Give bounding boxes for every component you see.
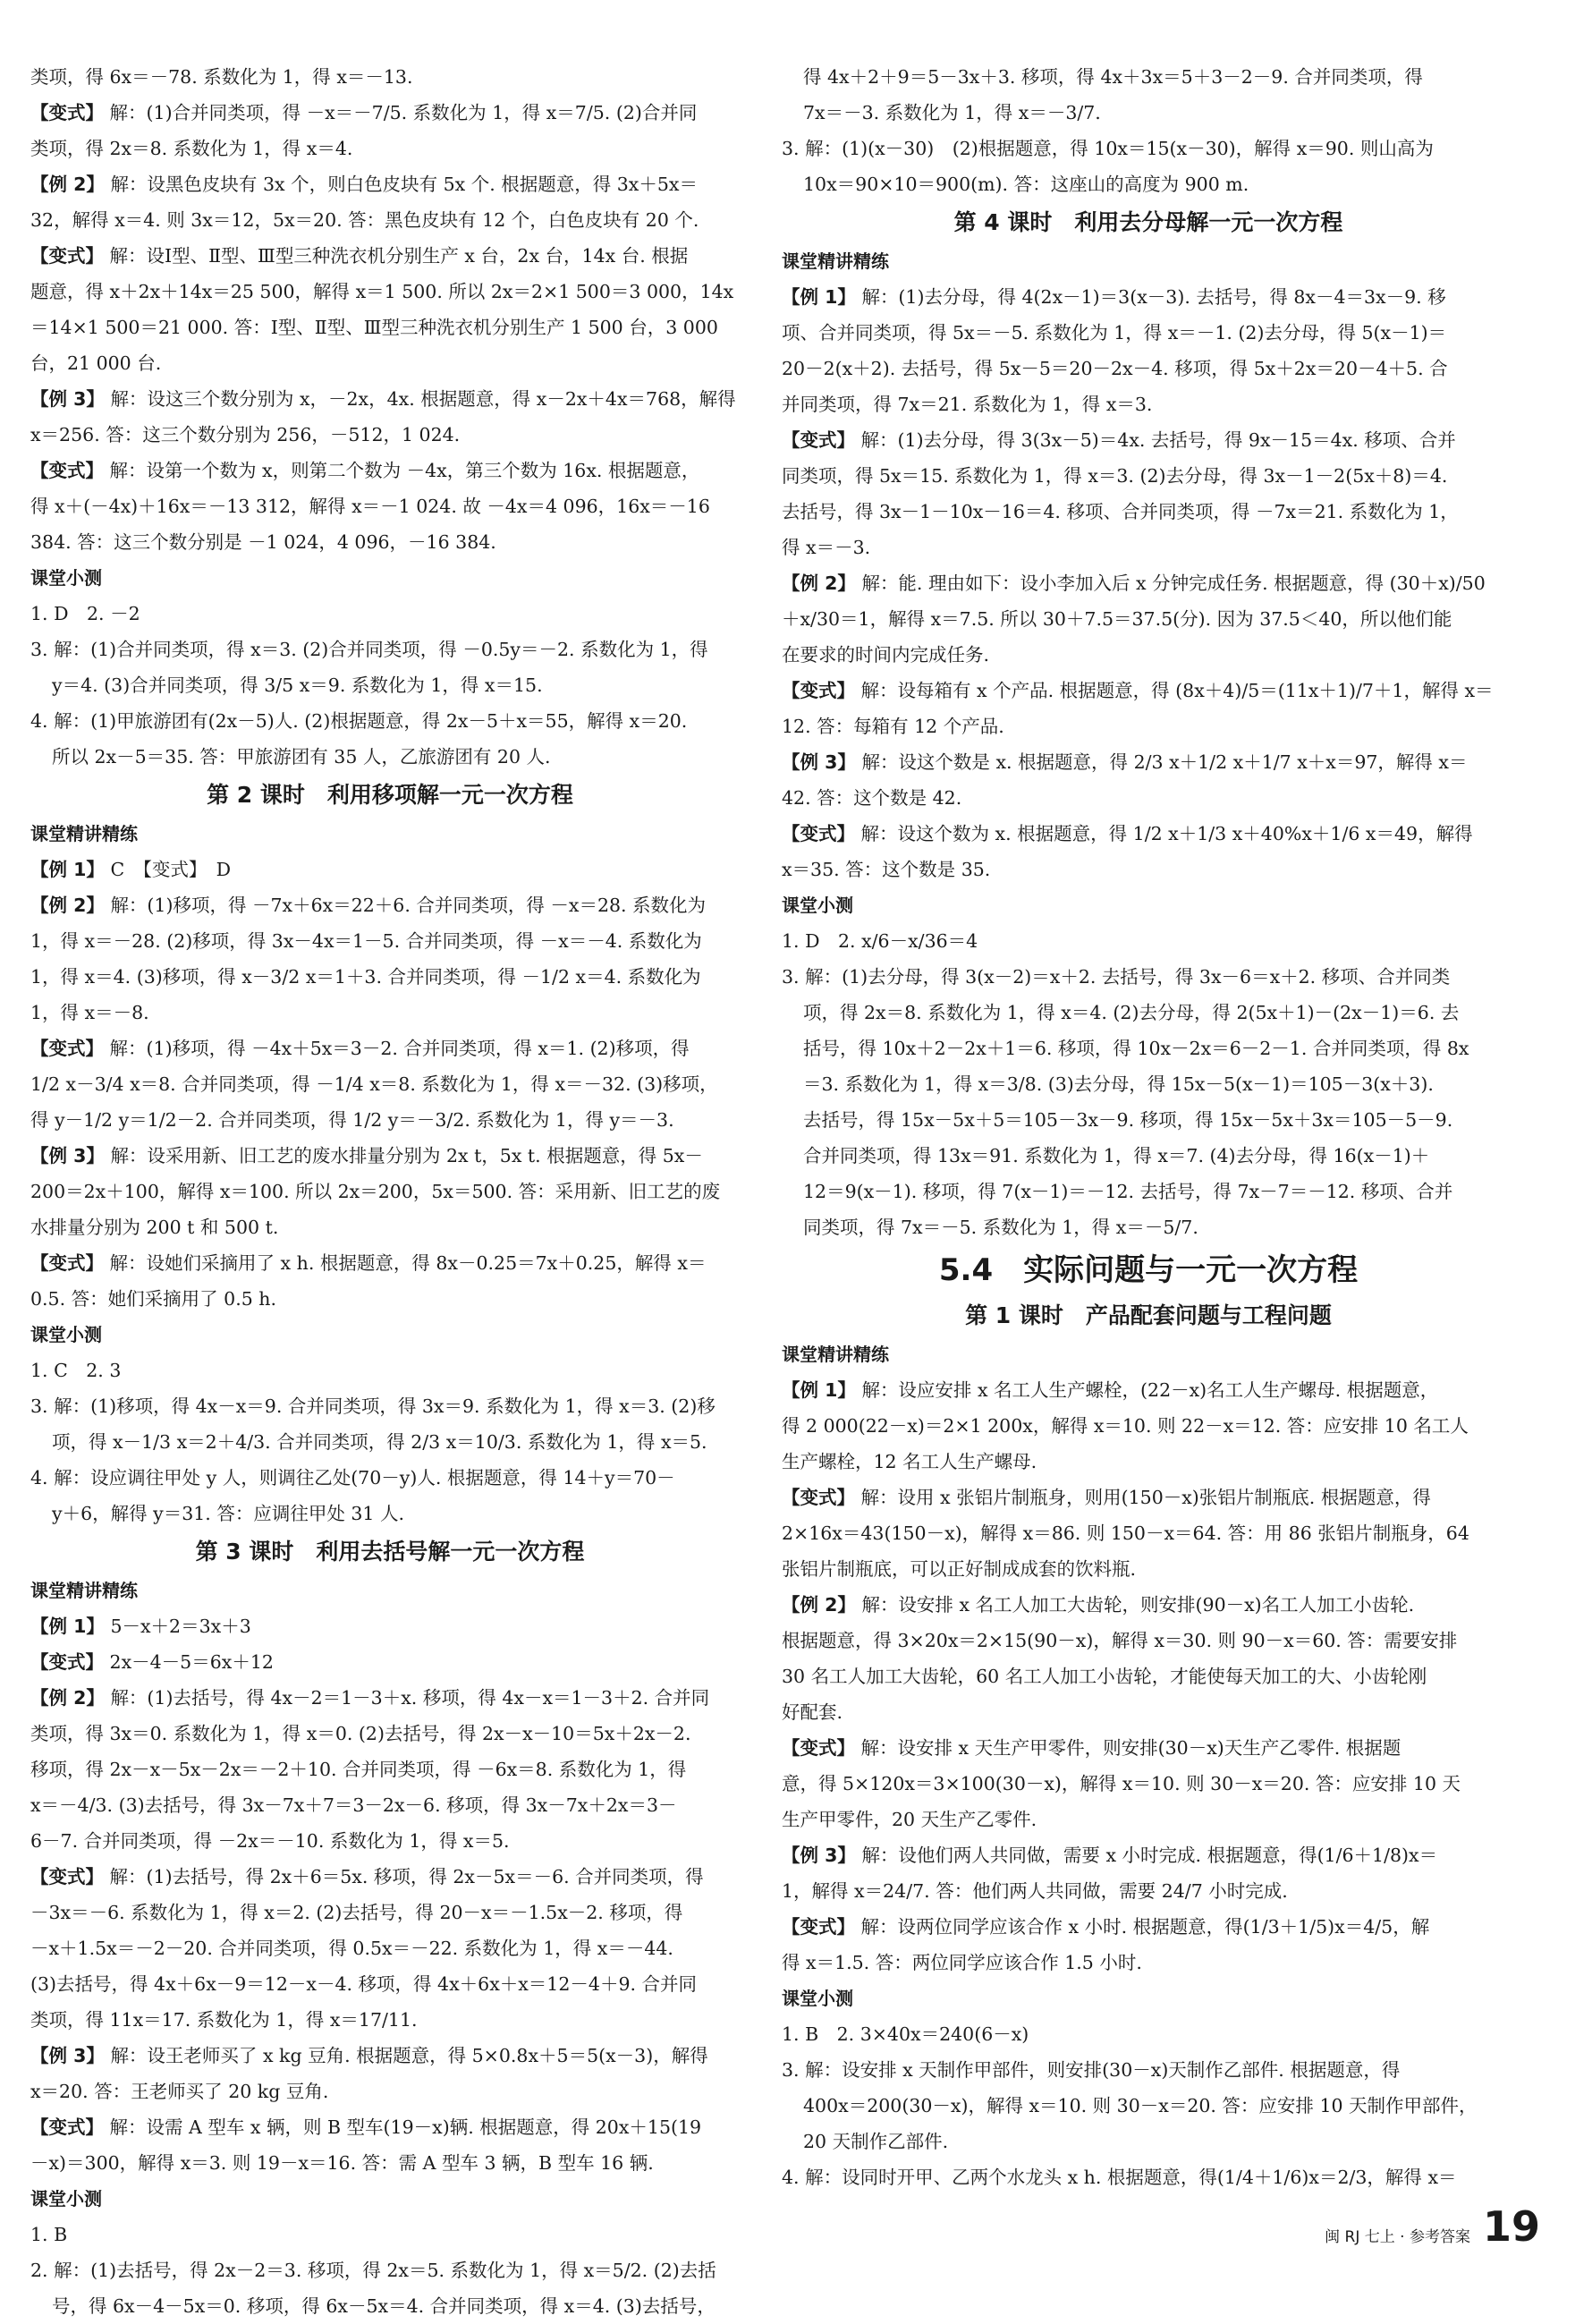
answer-text: 0.5. 答：她们采摘用了 0.5 h. [30, 1288, 276, 1310]
answer-text: 解：(1)去分母，得 3(3x－5)＝4x. 去括号，得 9x－15＝4x. 移项、合并 [860, 429, 1456, 451]
example-tag: 【变式】 [782, 1487, 855, 1508]
answer-text: 解：设这三个数分别为 x，－2x，4x. 根据题意，得 x－2x＋4x＝768，解得 [110, 388, 736, 410]
answer-text: 去括号，得 3x－1－10x－16＝4. 移项、合并同类项，得 －7x＝21. 系数化为 1， [782, 501, 1459, 522]
answer-line [30, 345, 749, 381]
answer-line [30, 2217, 749, 2252]
answer-line [782, 1623, 1515, 1658]
answer-text: 并同类项，得 7x＝21. 系数化为 1，得 x＝3. [782, 394, 1153, 415]
example-tag: 【变式】 [30, 460, 104, 481]
page-number: 19 [1482, 2202, 1540, 2251]
answer-text: 所以 2x－5＝35. 答：甲旅游团有 35 人，乙旅游团有 20 人. [52, 746, 551, 768]
answer-text: 题意，得 x＋2x＋14x＝25 500，解得 x＝1 500. 所以 2x＝2×1 500＝3 000，14x [30, 281, 734, 302]
left-column [30, 59, 749, 2324]
example-tag: 【例 3】 [30, 1145, 105, 1166]
answer-text: 解：(1)移项，得 －7x＋6x＝22＋6. 合并同类项，得 －x＝28. 系数化为 [110, 895, 707, 916]
answer-line [30, 1281, 749, 1317]
answer-line [782, 1730, 1515, 1766]
answer-line [30, 95, 749, 131]
answer-text: 得 2 000(22－x)＝2×1 200x，解得 x＝10. 则 22－x＝12. 答：应安排 10 名工人 [782, 1415, 1469, 1437]
answer-line [782, 1658, 1515, 1694]
example-tag: 【例 2】 [30, 1687, 105, 1709]
answer-text: 20 天制作乙部件. [803, 2131, 949, 2152]
answer-line [782, 1694, 1515, 1730]
answer-text: 7x＝－3. 系数化为 1，得 x＝－3/7. [803, 102, 1101, 123]
answer-text: 4. 解：设同时开甲、乙两个水龙头 x h. 根据题意，得(1/4＋1/6)x＝2/3，解得 x＝ [782, 2167, 1457, 2188]
answer-text: ＝3. 系数化为 1，得 x＝3/8. (3)去分母，得 15x－5(x－1)＝105－3(x＋3). [803, 1073, 1434, 1095]
answer-line [30, 1895, 749, 1930]
answer-line [782, 1945, 1515, 1980]
answer-line [30, 1751, 749, 1787]
answer-line [782, 780, 1515, 816]
answer-line [30, 1680, 749, 1716]
answer-line [30, 2038, 749, 2074]
answer-text: 解：设采用新、旧工艺的废水排量分别为 2x t，5x t. 根据题意，得 5x－ [110, 1145, 703, 1166]
answer-text: 解：设应安排 x 名工人生产螺栓，(22－x)名工人生产螺母. 根据题意， [861, 1379, 1439, 1401]
answer-text: x＝－4/3. (3)去括号，得 3x－7x＋7＝3－2x－6. 移项，得 3x－7x＋2x＝3－ [30, 1794, 677, 1816]
section-label: 课堂小测 [30, 2188, 102, 2209]
answer-line [30, 596, 749, 632]
answer-text: 同类项，得 7x＝－5. 系数化为 1，得 x＝－5/7. [803, 1217, 1198, 1238]
page-footer [1325, 2202, 1540, 2251]
answer-line [30, 739, 749, 775]
answer-text: 好配套. [782, 1701, 843, 1723]
answer-line [782, 1766, 1515, 1802]
answer-line [782, 422, 1515, 458]
answer-line [30, 1787, 749, 1823]
answer-text: 1/2 x－3/4 x＝8. 合并同类项，得 －1/4 x＝8. 系数化为 1，得 x＝－32. (3)移项， [30, 1073, 718, 1095]
answer-line [782, 494, 1515, 530]
answer-line [782, 1444, 1515, 1480]
answer-line [30, 1966, 749, 2002]
example-tag: 【变式】 [30, 102, 104, 123]
answer-text: 类项，得 2x＝8. 系数化为 1，得 x＝4. [30, 138, 353, 159]
answer-line [782, 386, 1515, 422]
answer-line [30, 1859, 749, 1895]
answer-line [30, 453, 749, 488]
right-column [782, 59, 1515, 2195]
answer-line [30, 852, 749, 887]
section-label: 课堂小测 [30, 567, 102, 589]
answer-line [30, 59, 749, 95]
answer-text: 1，得 x＝－8. [30, 1002, 149, 1023]
answer-text: 解：设黑色皮块有 3x 个，则白色皮块有 5x 个. 根据题意，得 3x＋5x＝ [110, 174, 698, 195]
answer-line [782, 351, 1515, 386]
answer-line [30, 524, 749, 560]
answer-line [782, 852, 1515, 887]
example-tag: 【例 3】 [30, 388, 105, 410]
answer-text: 解：(1)合并同类项，得 －x＝－7/5. 系数化为 1，得 x＝7/5. (2)合并同 [109, 102, 698, 123]
answer-text: 根据题意，得 3×20x＝2×15(90－x)，解得 x＝30. 则 90－x＝60. 答：需要安排 [782, 1630, 1458, 1651]
answer-text: ＋x/30＝1，解得 x＝7.5. 所以 30＋7.5＝37.5(分). 因为 37.5＜40，所以他们能 [782, 608, 1452, 630]
answer-line [30, 1388, 749, 1424]
answer-text: 解：设他们两人共同做，需要 x 小时完成. 根据题意，得(1/6＋1/8)x＝ [861, 1845, 1438, 1866]
answer-text: 水排量分别为 200 t 和 500 t. [30, 1217, 279, 1238]
answer-line [782, 1209, 1515, 1245]
example-tag: 【变式】 [30, 1651, 104, 1673]
answer-text: 解：设她们采摘用了 x h. 根据题意，得 8x－0.25＝7x＋0.25，解得 x＝ [109, 1252, 707, 1274]
example-tag: 【例 1】 [30, 1616, 105, 1637]
example-tag: 【例 2】 [30, 895, 105, 916]
lesson-heading: 第 4 课时 利用去分母解一元一次方程 [953, 209, 1343, 235]
example-tag: 【变式】 [30, 2116, 104, 2138]
example-tag: 【变式】 [782, 429, 855, 451]
answer-text: 解：(1)去括号，得 2x＋6＝5x. 移项，得 2x－5x＝－6. 合并同类项，得 [109, 1866, 704, 1887]
answer-text: 200＝2x＋100，解得 x＝100. 所以 2x＝200，5x＝500. 答：采用新、旧工艺的废 [30, 1181, 721, 1202]
answer-text: 得 x＝－3. [782, 537, 871, 558]
answer-text: 400x＝200(30－x)，解得 x＝10. 则 30－x＝20. 答：应安排 10 天制作甲部件， [803, 2095, 1478, 2116]
example-tag: 【例 1】 [30, 859, 105, 880]
answer-text: 1. B [30, 2224, 68, 2245]
answer-text: 解：设第一个数为 x，则第二个数为 －4x，第三个数为 16x. 根据题意， [109, 460, 700, 481]
lesson-heading: 第 2 课时 利用移项解一元一次方程 [207, 782, 573, 808]
answer-text: 号，得 6x－4－5x＝0. 移项，得 6x－5x＝4. 合并同类项，得 x＝4. (3)去括号， [52, 2295, 716, 2317]
answer-line [30, 1066, 749, 1102]
example-tag: 【变式】 [782, 1916, 855, 1938]
answer-text: 张铝片制瓶底，可以正好制成成套的饮料瓶. [782, 1558, 1137, 1580]
answer-line [30, 667, 749, 703]
answer-text: 解：设每箱有 x 个产品. 根据题意，得 (8x＋4)/5＝(11x＋1)/7＋1，解得 x＝ [860, 680, 1494, 701]
answer-line [30, 959, 749, 995]
answer-line [30, 1496, 749, 1531]
answer-line [782, 1873, 1515, 1909]
answer-text: 解：设王老师买了 x kg 豆角. 根据题意，得 5×0.8x＋5＝5(x－3)，解得 [110, 2045, 708, 2066]
answer-text: y＝4. (3)合并同类项，得 3/5 x＝9. 系数化为 1，得 x＝15. [52, 674, 543, 696]
answer-text: 1，得 x＝4. (3)移项，得 x－3/2 x＝1＋3. 合并同类项，得 －1/2 x＝4. 系数化为 [30, 966, 701, 988]
answer-line [782, 673, 1515, 708]
answer-line [782, 279, 1515, 315]
answer-text: 项、合并同类项，得 5x＝－5. 系数化为 1，得 x＝－1. (2)去分母，得 5(x－1)＝ [782, 322, 1447, 344]
example-tag: 【变式】 [782, 823, 855, 844]
answer-line [782, 565, 1515, 601]
answer-text: 解：设这个数为 x. 根据题意，得 1/2 x＋1/3 x＋40%x＋1/6 x＝49，解得 [860, 823, 1473, 844]
answer-line [30, 202, 749, 238]
answer-text: 1. B 2. 3×40x＝240(6－x) [782, 2023, 1029, 2045]
section-label: 课堂小测 [782, 1988, 853, 2009]
example-tag: 【例 1】 [782, 286, 856, 308]
answer-text: 解：设用 x 张铝片制瓶身，则用(150－x)张铝片制瓶底. 根据题意，得 [860, 1487, 1431, 1508]
answer-line [30, 131, 749, 166]
answer-text: 解：设Ⅰ型、Ⅱ型、Ⅲ型三种洗衣机分别生产 x 台，2x 台，14x 台. 根据 [109, 245, 689, 267]
answer-text: 在要求的时间内完成任务. [782, 644, 990, 666]
answer-text: 4. 解：设应调往甲处 y 人，则调往乙处(70－y)人. 根据题意，得 14＋y＝70－ [30, 1467, 675, 1489]
answer-text: 12. 答：每箱有 12 个产品. [782, 716, 1004, 737]
answer-text: 项，得 2x＝8. 系数化为 1，得 x＝4. (2)去分母，得 2(5x＋1)－(2x－1)＝6. 去 [803, 1002, 1460, 1023]
answer-line [30, 1716, 749, 1751]
answer-line [30, 923, 749, 959]
answer-line [782, 1909, 1515, 1945]
answer-text: 项，得 x－1/3 x＝2＋4/3. 合并同类项，得 2/3 x＝10/3. 系数化为 1，得 x＝5. [52, 1431, 707, 1453]
answer-line [782, 2159, 1515, 2195]
answer-text: y＋6，解得 y＝31. 答：应调往甲处 31 人. [52, 1503, 404, 1524]
answer-line [782, 131, 1515, 166]
answer-line [782, 959, 1515, 995]
answer-line [782, 2088, 1515, 2124]
answer-text: 1，解得 x＝24/7. 答：他们两人共同做，需要 24/7 小时完成. [782, 1880, 1288, 1902]
section-label: 课堂精讲精练 [782, 1344, 889, 1365]
section-label: 课堂精讲精练 [30, 1580, 138, 1601]
answer-line [30, 1460, 749, 1496]
answer-line [30, 1031, 749, 1066]
answer-text: 生产甲零件，20 天生产乙零件. [782, 1809, 1037, 1830]
answer-text: 42. 答：这个数是 42. [782, 787, 962, 809]
example-tag: 【例 2】 [30, 174, 105, 195]
answer-line [782, 1480, 1515, 1515]
answer-line [30, 1644, 749, 1680]
answer-text: 括号，得 10x＋2－2x＋1＝6. 移项，得 10x－2x＝6－2－1. 合并同类项，得 8x [803, 1038, 1469, 1059]
answer-text: －x＋1.5x＝－2－20. 合并同类项，得 0.5x＝－22. 系数化为 1，得 x＝－44. [30, 1938, 673, 1959]
answer-text: 同类项，得 5x＝15. 系数化为 1，得 x＝3. (2)去分母，得 3x－1－2(5x＋8)＝4. [782, 465, 1448, 487]
answer-line [782, 708, 1515, 744]
answer-text: －x)＝300，解得 x＝3. 则 19－x＝16. 答：需 A 型车 3 辆，B 型车 16 辆. [30, 2152, 654, 2174]
answer-text: 合并同类项，得 13x＝91. 系数化为 1，得 x＝7. (4)去分母，得 16(x－1)＋ [803, 1145, 1430, 1166]
section-label: 课堂小测 [782, 895, 853, 916]
answer-line [782, 601, 1515, 637]
answer-text: 1，得 x＝－28. (2)移项，得 3x－4x＝1－5. 合并同类项，得 －x＝－4. 系数化为 [30, 930, 702, 952]
answer-text: C 【变式】 D [110, 859, 232, 880]
answer-line [30, 274, 749, 310]
answer-line [782, 315, 1515, 351]
answer-text: 得 x＋(－4x)＋16x＝－13 312，解得 x＝－1 024. 故 －4x＝4 096，16x＝－16 [30, 496, 710, 517]
footer-label: 闽 RJ 七上 · 参考答案 [1325, 2228, 1470, 2246]
example-tag: 【例 3】 [30, 2045, 105, 2066]
answer-text: 20－2(x＋2). 去括号，得 5x－5＝20－2x－4. 移项，得 5x＋2x＝20－4＋5. 合 [782, 358, 1448, 379]
answer-text: 解：设需 A 型车 x 辆，则 B 型车(19－x)辆. 根据题意，得 20x＋15(19 [109, 2116, 702, 2138]
example-tag: 【例 2】 [782, 573, 856, 594]
answer-line [30, 1930, 749, 1966]
answer-line [782, 2052, 1515, 2088]
answer-text: 解：设这个数是 x. 根据题意，得 2/3 x＋1/2 x＋1/7 x＋x＝97，解得 x＝ [861, 751, 1468, 773]
answer-line [30, 417, 749, 453]
example-tag: 【例 3】 [782, 751, 856, 773]
example-tag: 【变式】 [30, 245, 104, 267]
example-tag: 【例 1】 [782, 1379, 856, 1401]
answer-line [30, 632, 749, 667]
answer-line [30, 381, 749, 417]
answer-line [30, 1353, 749, 1388]
answer-text: 得 4x＋2＋9＝5－3x＋3. 移项，得 4x＋3x＝5＋3－2－9. 合并同类项，得 [803, 66, 1423, 88]
answer-line [30, 488, 749, 524]
answer-line [782, 1802, 1515, 1837]
answer-line [782, 1174, 1515, 1209]
example-tag: 【变式】 [782, 680, 855, 701]
answer-text: 类项，得 6x＝－78. 系数化为 1，得 x＝－13. [30, 66, 413, 88]
answer-line [782, 816, 1515, 852]
answer-line [30, 1608, 749, 1644]
answer-text: ＝14×1 500＝21 000. 答：Ⅰ型、Ⅱ型、Ⅲ型三种洗衣机分别生产 1 500 台，3 000 [30, 317, 718, 338]
answer-line [30, 1102, 749, 1138]
answer-text: 台，21 000 台. [30, 352, 162, 374]
answer-line [30, 703, 749, 739]
answer-line [782, 458, 1515, 494]
section-label: 课堂精讲精练 [30, 823, 138, 844]
answer-text: 4. 解：(1)甲旅游团有(2x－5)人. (2)根据题意，得 2x－5＋x＝55，解得 x＝20. [30, 710, 688, 732]
answer-text: 3. 解：(1)合并同类项，得 x＝3. (2)合并同类项，得 －0.5y＝－2. 系数化为 1，得 [30, 639, 708, 660]
answer-line [30, 2109, 749, 2145]
answer-text: 类项，得 3x＝0. 系数化为 1，得 x＝0. (2)去括号，得 2x－x－10＝5x＋2x－2. [30, 1723, 691, 1744]
answer-line [30, 1424, 749, 1460]
answer-text: 解：设两位同学应该合作 x 小时. 根据题意，得(1/3＋1/5)x＝4/5，解 [860, 1916, 1430, 1938]
answer-line [782, 1031, 1515, 1066]
answer-line [782, 95, 1515, 131]
answer-text: 解：(1)移项，得 －4x＋5x＝3－2. 合并同类项，得 x＝1. (2)移项，得 [109, 1038, 690, 1059]
answer-line [30, 238, 749, 274]
answer-text: 生产螺栓，12 名工人生产螺母. [782, 1451, 1037, 1472]
answer-text: 解：(1)去括号，得 4x－2＝1－3＋x. 移项，得 4x－x＝1－3＋2. 合并同 [110, 1687, 710, 1709]
answer-text: 得 x＝1.5. 答：两位同学应该合作 1.5 小时. [782, 1952, 1142, 1973]
answer-line [30, 2002, 749, 2038]
answer-line [782, 2016, 1515, 2052]
answer-line [30, 1138, 749, 1174]
answer-text: 2x－4－5＝6x＋12 [109, 1651, 274, 1673]
answer-text: 6－7. 合并同类项，得 －2x＝－10. 系数化为 1，得 x＝5. [30, 1830, 510, 1852]
answer-line [782, 995, 1515, 1031]
answer-line [30, 166, 749, 202]
answer-line [782, 1837, 1515, 1873]
answer-line [30, 2074, 749, 2109]
chapter-heading: 5.4 实际问题与一元一次方程 [938, 1252, 1359, 1288]
answer-text: 5－x＋2＝3x＋3 [110, 1616, 251, 1637]
answer-line [30, 1823, 749, 1859]
answer-text: 解：设安排 x 名工人加工大齿轮，则安排(90－x)名工人加工小齿轮. [861, 1594, 1415, 1616]
answer-line [782, 166, 1515, 202]
answer-line [782, 1408, 1515, 1444]
answer-text: x＝20. 答：王老师买了 20 kg 豆角. [30, 2081, 329, 2102]
answer-text: 1. D 2. －2 [30, 603, 140, 624]
answer-line [30, 995, 749, 1031]
example-tag: 【变式】 [30, 1252, 104, 1274]
answer-text: 类项，得 11x＝17. 系数化为 1，得 x＝17/11. [30, 2009, 418, 2031]
answer-line [782, 59, 1515, 95]
lesson-heading: 第 1 课时 产品配套问题与工程问题 [965, 1302, 1332, 1328]
answer-text: 意，得 5×120x＝3×100(30－x)，解得 x＝10. 则 30－x＝20. 答：应安排 10 天 [782, 1773, 1461, 1794]
answer-line [782, 530, 1515, 565]
answer-line [782, 1066, 1515, 1102]
answer-text: 32，解得 x＝4. 则 3x＝12，5x＝20. 答：黑色皮块有 12 个，白色皮块有 20 个. [30, 209, 699, 231]
answer-text: 2×16x＝43(150－x)，解得 x＝86. 则 150－x＝64. 答：用 86 张铝片制瓶身，64 [782, 1522, 1469, 1544]
answer-line [782, 1551, 1515, 1587]
answer-line [782, 1372, 1515, 1408]
answer-text: 解：设安排 x 天生产甲零件，则安排(30－x)天生产乙零件. 根据题 [860, 1737, 1401, 1759]
answer-text: 30 名工人加工大齿轮，60 名工人加工小齿轮，才能使每天加工的大、小齿轮刚 [782, 1666, 1427, 1687]
answer-text: x＝256. 答：这三个数分别为 256，－512，1 024. [30, 424, 461, 445]
answer-text: 得 y－1/2 y＝1/2－2. 合并同类项，得 1/2 y＝－3/2. 系数化为 1，得 y＝－3. [30, 1109, 674, 1131]
answer-line [30, 2145, 749, 2181]
answer-line [30, 1209, 749, 1245]
answer-text: x＝35. 答：这个数是 35. [782, 859, 991, 880]
answer-text: 3. 解：设安排 x 天制作甲部件，则安排(30－x)天制作乙部件. 根据题意，得 [782, 2059, 1401, 2081]
answer-line [30, 1245, 749, 1281]
answer-line [782, 2124, 1515, 2159]
example-tag: 【变式】 [782, 1737, 855, 1759]
answer-line [782, 1138, 1515, 1174]
answer-text: 1. D 2. x/6－x/36＝4 [782, 930, 978, 952]
example-tag: 【例 2】 [782, 1594, 856, 1616]
example-tag: 【例 3】 [782, 1845, 856, 1866]
answer-line [782, 1102, 1515, 1138]
answer-text: －3x＝－6. 系数化为 1，得 x＝2. (2)去括号，得 20－x＝－1.5x－2. 移项，得 [30, 1902, 683, 1923]
answer-text: 去括号，得 15x－5x＋5＝105－3x－9. 移项，得 15x－5x＋3x＝105－5－9. [803, 1109, 1453, 1131]
answer-line [30, 2252, 749, 2288]
answer-text: 10x＝90×10＝900(m). 答：这座山的高度为 900 m. [803, 174, 1249, 195]
answer-text: 3. 解：(1)(x－30) (2)根据题意，得 10x＝15(x－30)，解得 x＝90. 则山高为 [782, 138, 1434, 159]
answer-line [30, 310, 749, 345]
answer-line [782, 1515, 1515, 1551]
answer-line [782, 744, 1515, 780]
answer-line [782, 637, 1515, 673]
example-tag: 【变式】 [30, 1038, 104, 1059]
answer-text: 解：能. 理由如下：设小李加入后 x 分钟完成任务. 根据题意，得 (30＋x)/50 [861, 573, 1486, 594]
answer-text: 3. 解：(1)去分母，得 3(x－2)＝x＋2. 去括号，得 3x－6＝x＋2. 移项、合并同类 [782, 966, 1451, 988]
section-label: 课堂小测 [30, 1324, 102, 1345]
answer-text: 384. 答：这三个数分别是 －1 024，4 096，－16 384. [30, 531, 496, 553]
answer-text: 3. 解：(1)移项，得 4x－x＝9. 合并同类项，得 3x＝9. 系数化为 1，得 x＝3. (2)移 [30, 1395, 716, 1417]
answer-text: 解：(1)去分母，得 4(2x－1)＝3(x－3). 去括号，得 8x－4＝3x－9. 移 [861, 286, 1446, 308]
answer-line [782, 1587, 1515, 1623]
answer-text: 移项，得 2x－x－5x－2x＝－2＋10. 合并同类项，得 －6x＝8. 系数化为 1，得 [30, 1759, 687, 1780]
example-tag: 【变式】 [30, 1866, 104, 1887]
lesson-heading: 第 3 课时 利用去括号解一元一次方程 [195, 1539, 585, 1565]
answer-line [782, 923, 1515, 959]
answer-text: 2. 解：(1)去括号，得 2x－2＝3. 移项，得 2x＝5. 系数化为 1，得 x＝5/2. (2)去括 [30, 2260, 716, 2281]
answer-line [30, 887, 749, 923]
section-label: 课堂精讲精练 [782, 250, 889, 272]
answer-text: 12＝9(x－1). 移项，得 7(x－1)＝－12. 去括号，得 7x－7＝－12. 移项、合并 [803, 1181, 1453, 1202]
answer-line [30, 1174, 749, 1209]
answer-text: (3)去括号，得 4x＋6x－9＝12－x－4. 移项，得 4x＋6x＋x＝12－4＋9. 合并同 [30, 1973, 698, 1995]
answer-text: 1. C 2. 3 [30, 1360, 122, 1381]
answer-line [30, 2288, 749, 2324]
